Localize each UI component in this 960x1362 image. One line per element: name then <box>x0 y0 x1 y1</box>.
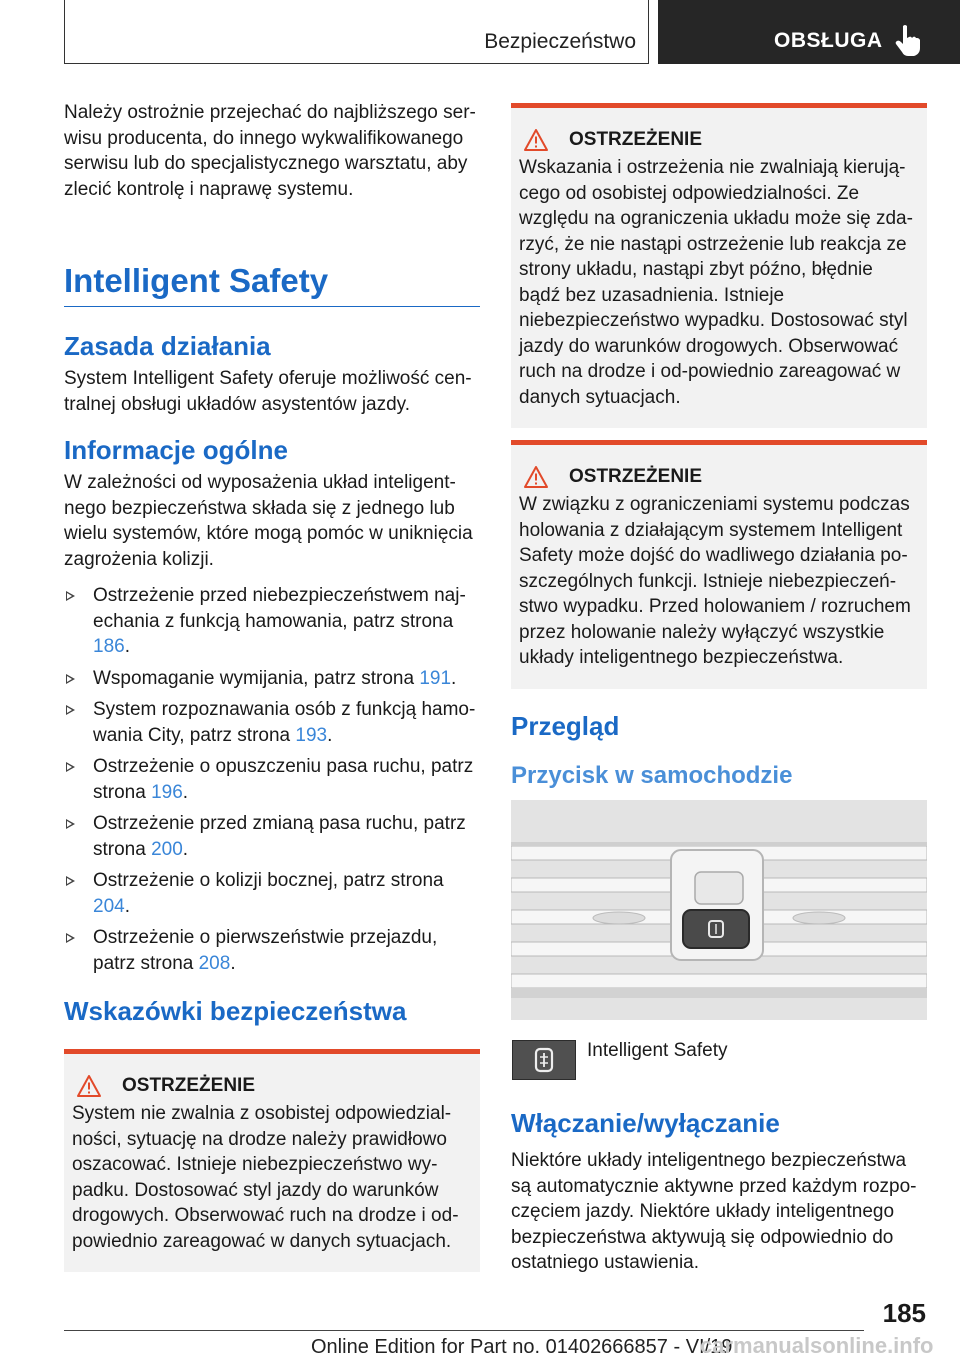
bullet-triangle-icon <box>66 819 75 829</box>
intelligent-safety-button-icon <box>512 1040 576 1080</box>
chapter-title: OBSŁUGA <box>774 29 883 52</box>
onoff-heading: Włączanie/wyłączanie <box>511 1108 780 1138</box>
list-item-text: Ostrzeżenie o opuszczeniu pasa ruchu, patrz strona <box>93 756 474 803</box>
warning-box <box>511 440 927 689</box>
bullet-triangle-icon <box>66 762 75 772</box>
warning-box <box>64 1049 480 1272</box>
list-item: Ostrzeżenie o pierwszeństwie przejazdu, patrz strona 208. <box>64 925 480 976</box>
list-item-text: Ostrzeżenie o kolizji bocznej, patrz strona <box>93 870 444 891</box>
onoff-text: Niektóre układy inteligentnego bezpieczeństwa są automatycznie aktywne przed każdym rozpo-częciem jazdy. Niektóre układy inteligentnego bezpieczeństwa aktywują się odpowiednio do ostatniego ustawienia. <box>511 1150 917 1273</box>
page-link[interactable]: 191 <box>419 667 452 689</box>
warning-title: OSTRZEŻENIE <box>569 129 703 150</box>
page-link[interactable]: 193 <box>295 724 328 746</box>
list-item-text: Ostrzeżenie przed zmianą pasa ruchu, patrz strona <box>93 813 466 860</box>
bullet-triangle-icon <box>66 674 75 684</box>
list-item: System rozpoznawania osób z funkcją hamo-wania City, patrz strona 193. <box>64 697 480 748</box>
chapter-tab <box>658 0 960 64</box>
list-item-text: Ostrzeżenie przed niebezpieczeństwem naj-echania z funkcją hamowania, patrz strona <box>93 585 466 632</box>
bullet-triangle-icon <box>66 933 75 943</box>
button-heading: Przycisk w samochodzie <box>511 761 793 789</box>
warning-text: W związku z ograniczeniami systemu podczas holowania z działającym systemem Intelligent Safety może dojść do wadliwego działania po-szczególnych funkcji. Istnieje niebezpieczeń-stwo wypadku. Przed holowaniem / rozruchem przez holowanie należy wyłączyć wszystkie układy inteligentnego bezpieczeństwa. <box>519 494 911 668</box>
principle-heading: Zasada działania <box>64 331 271 361</box>
warning-triangle-icon <box>523 128 549 152</box>
list-item: Wspomaganie wymijania, patrz strona 191. <box>64 666 480 692</box>
section-title: Bezpieczeństwo <box>484 30 636 53</box>
warning-header <box>519 465 919 489</box>
warning-triangle-icon <box>76 1074 102 1098</box>
overview-heading: Przegląd <box>511 710 620 741</box>
safety-heading: Wskazówki bezpieczeństwa <box>64 996 407 1026</box>
page-link[interactable]: 200 <box>151 838 183 860</box>
watermark: carmanualsonline.info <box>700 1333 934 1358</box>
principle-text: System Intelligent Safety oferuje możliwość cen-tralnej obsługi układów asystentów jazdy. <box>64 368 472 415</box>
bullet-triangle-icon <box>66 591 75 601</box>
warning-title: OSTRZEŻENIE <box>569 466 703 487</box>
page-link[interactable]: 186 <box>93 636 125 657</box>
warning-header <box>72 1074 472 1098</box>
left-column <box>64 100 480 1272</box>
general-heading: Informacje ogólne <box>64 435 288 465</box>
list-item: Ostrzeżenie o opuszczeniu pasa ruchu, patrz strona 196. <box>64 754 480 805</box>
page-link[interactable]: 204 <box>93 895 125 917</box>
warning-text: System nie zwalnia z osobistej odpowiedzial-ności, sytuację na drodze należy prawidłowo oszacować. Istnieje niebezpieczeństwo wy-padku. Dostosować styl jazdy do warunków drogowych. Obserwować ruch na drodze i od-powiednio zareagować w danych sytuacjach. <box>72 1103 459 1252</box>
hand-pointer-icon <box>894 24 924 56</box>
warning-header <box>519 128 919 152</box>
intro-paragraph: Należy ostrożnie przejechać do najbliższego ser-wisu producenta, do innego wykwalifikowanego serwisu lub do specjalistycznego warsztatu, aby zlecić kontrolę i naprawę systemu. <box>64 102 476 200</box>
system-list <box>64 583 480 976</box>
page-link[interactable]: 208 <box>198 952 231 974</box>
header-section-box <box>64 0 649 64</box>
button-caption: Intelligent Safety <box>587 1040 728 1061</box>
list-item: Ostrzeżenie przed niebezpieczeństwem naj-echania z funkcją hamowania, patrz strona 186. <box>64 583 480 660</box>
list-item-text: Ostrzeżenie o pierwszeństwie przejazdu, patrz strona <box>93 927 438 974</box>
warning-title: OSTRZEŻENIE <box>122 1075 256 1096</box>
list-item-text: System rozpoznawania osób z funkcją hamo-wania City, patrz strona <box>93 699 476 746</box>
page-number: 185 <box>882 1298 926 1328</box>
right-column <box>511 103 927 790</box>
page-link[interactable]: 196 <box>151 781 183 803</box>
warning-box <box>511 103 927 428</box>
bullet-triangle-icon <box>66 705 75 715</box>
main-heading: Intelligent Safety <box>64 262 480 307</box>
general-text: W zależności od wyposażenia układ inteligent-nego bezpieczeństwa składa się z jednego lub wielu systemów, które mogą pomóc w uniknięcia zagrożenia kolizji. <box>64 472 473 570</box>
warning-triangle-icon <box>523 465 549 489</box>
list-item: Ostrzeżenie przed zmianą pasa ruchu, patrz strona 200. <box>64 811 480 862</box>
warning-text: Wskazania i ostrzeżenia nie zwalniają kierują-cego od osobistej odpowiedzialności. Ze względu na ograniczenia układu może się zda-rzyć, że nie nastąpi ostrzeżenie lub reakcja ze strony układu, nastąpi zbyt późno, błędnie bądź bez uzasadnienia. Istnieje niebezpieczeństwo wypadku. Dostosować styl jazdy do warunków drogowych. Obserwować ruch na drodze i od-powiednio zareagować w danych sytuacjach. <box>519 157 913 408</box>
list-item-text: Wspomaganie wymijania, patrz strona <box>93 667 420 689</box>
bullet-triangle-icon <box>66 876 75 886</box>
list-item: Ostrzeżenie o kolizji bocznej, patrz strona 204. <box>64 868 480 919</box>
edition-text: Online Edition for Part no. 01402666857 - VI/19 <box>311 1336 733 1358</box>
footer-divider <box>64 1330 864 1331</box>
vent-button-photo <box>511 800 927 1020</box>
